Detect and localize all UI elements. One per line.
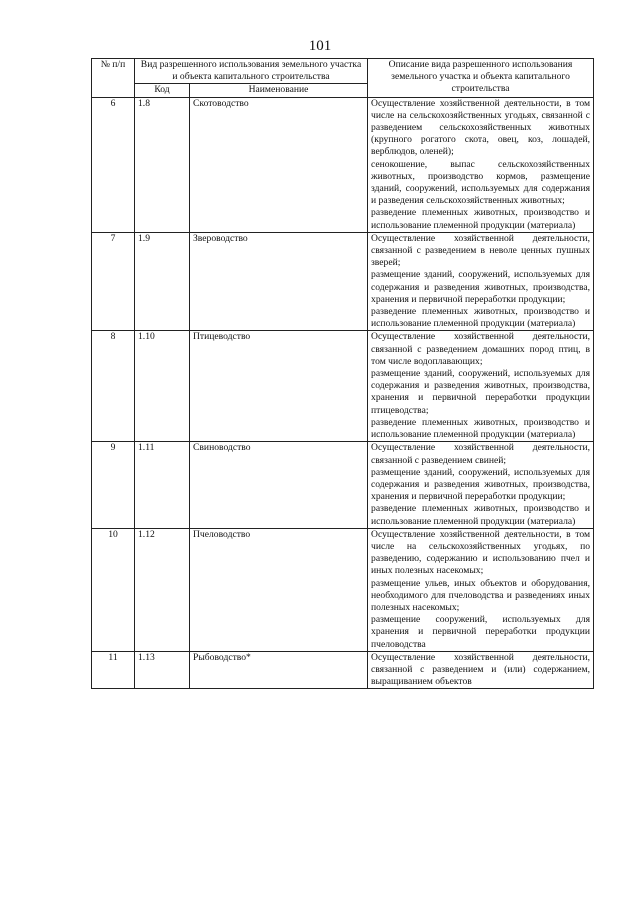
header-name: Наименование [190,84,368,97]
row-name-cell: Рыбоводство* [190,651,368,689]
description-paragraph: Осуществление хозяйственной деятельности, связанной с разведением и (или) содержанием, выращиванием объектов [371,651,591,688]
row-description-cell [368,528,594,651]
row-code-cell: 1.10 [135,331,190,442]
row-name-cell: Пчеловодство [190,528,368,651]
description-paragraph: размещение зданий, сооружений, используемых для содержания и разведения животных, производства, хранения и первичной переработки продукции; [371,466,591,503]
row-description-cell [368,97,594,232]
description-paragraph: разведение племенных животных, производство и использование племенной продукции (материала) [371,207,591,231]
row-code-cell: 1.8 [135,97,190,232]
table-body [92,97,594,689]
row-number-cell: 8 [92,331,135,442]
description-paragraph: сенокошение, выпас сельскохозяйственных животных, производство кормов, размещение зданий, сооружений, используемых для содержания и разведения сельскохозяйственных животных; [371,158,591,207]
description-paragraph: Осуществление хозяйственной деятельности, в том числе на сельскохозяйственных угодьях, связанной с разведением сельскохозяйственных животных (крупного рогатого скота, овец, коз, лошадей, верблюдов, оленей); [371,97,591,158]
row-code-cell: 1.12 [135,528,190,651]
description-paragraph: Осуществление хозяйственной деятельности, связанной с разведением домашних пород птиц, в том числе водоплавающих; [371,331,591,367]
row-name-cell: Свиноводство [190,442,368,528]
description-paragraph: Осуществление хозяйственной деятельности, в том числе на сельскохозяйственных угодьях, по разведению, содержанию и использованию пчел и иных полезных насекомых; [371,528,591,577]
row-description-cell [368,331,594,442]
row-number-cell: 6 [92,97,135,232]
table-row [92,97,594,232]
row-code-cell: 1.11 [135,442,190,528]
description-paragraph: размещение ульев, иных объектов и оборудования, необходимого для пчеловодства и разведениях иных полезных насекомых; [371,577,591,613]
header-code: Код [135,84,190,97]
row-code-cell: 1.13 [135,651,190,689]
header-num: № п/п [92,59,135,98]
row-name-cell: Звероводство [190,232,368,331]
header-description: Описание вида разрешенного использования земельного участка и объекта капитального строительства [368,59,594,98]
description-paragraph: размещение зданий, сооружений, используемых для содержания и разведения животных, производства, хранения и первичной переработки продукции птицеводства; [371,368,591,416]
table-row [92,331,594,442]
row-name-cell: Скотоводство [190,97,368,232]
description-paragraph: размещение сооружений, используемых для хранения и первичной переработки продукции пчеловодства [371,614,591,650]
header-group: Вид разрешенного использования земельного участка и объекта капитального строительства [135,59,368,84]
description-paragraph: разведение племенных животных, производство и использование племенной продукции (материала) [371,503,591,527]
row-number-cell: 11 [92,651,135,689]
description-paragraph: Осуществление хозяйственной деятельности, связанной с разведением в неволе ценных пушных зверей; [371,232,591,269]
description-paragraph: разведение племенных животных, производство и использование племенной продукции (материала) [371,416,591,441]
table-row [92,528,594,651]
row-number-cell: 9 [92,442,135,528]
row-code-cell: 1.9 [135,232,190,331]
page-number: 101 [308,38,332,54]
description-paragraph: Осуществление хозяйственной деятельности, связанной с разведением свиней; [371,442,591,466]
description-paragraph: разведение племенных животных, производство и использование племенной продукции (материала) [371,306,591,330]
row-description-cell [368,651,594,689]
row-description-cell [368,232,594,331]
row-number-cell: 10 [92,528,135,651]
table-row [92,442,594,528]
row-number-cell: 7 [92,232,135,331]
row-description-cell [368,442,594,528]
row-name-cell: Птицеводство [190,331,368,442]
description-paragraph: размещение зданий, сооружений, используемых для содержания и разведения животных, производства, хранения и первичной переработки продукции; [371,269,591,305]
table-row [92,232,594,331]
land-use-table [91,58,594,689]
table-row [92,651,594,689]
